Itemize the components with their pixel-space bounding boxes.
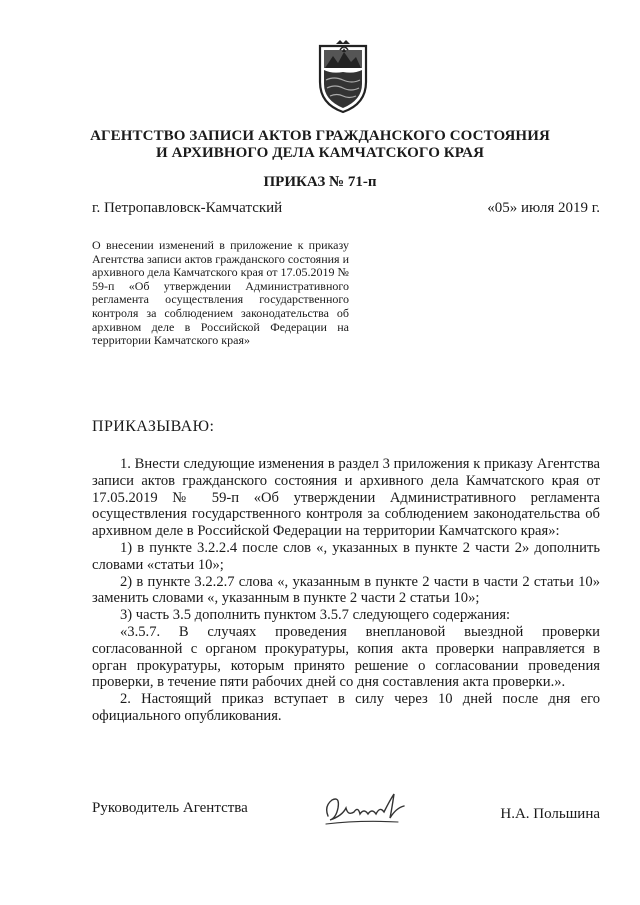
handwritten-signature-icon bbox=[320, 786, 420, 830]
order-title: ПРИКАЗ № 71-п bbox=[263, 174, 377, 190]
order-date: «05» июля 2019 г. bbox=[487, 200, 600, 216]
agency-name-line2: И АРХИВНОГО ДЕЛА КАМЧАТСКОГО КРАЯ bbox=[156, 145, 484, 161]
order-body bbox=[92, 456, 600, 725]
body-paragraph: 2. Настоящий приказ вступает в силу через 10 дней после дня его официального опубликования. bbox=[92, 691, 600, 724]
agency-name-line1: АГЕНТСТВО ЗАПИСИ АКТОВ ГРАЖДАНСКОГО СОСТОЯНИЯ bbox=[90, 128, 550, 144]
kamchatka-coat-of-arms-icon bbox=[316, 38, 370, 114]
body-paragraph: 2) в пункте 3.2.2.7 слова «, указанным в пункте 2 части в части 2 статьи 10» заменить словами «, указанным в пункте 2 части 2 статьи 10»; bbox=[92, 573, 600, 607]
agency-name bbox=[0, 128, 640, 162]
body-paragraph: 1. Внести следующие изменения в раздел 3 приложения к приказу Агентства записи актов гражданского состояния и архивного дела Камчатского края от 17.05.2019 № 59-п «Об утверждении Административного регламента осуществления государственного контроля за соблюдением законодательства об архивном деле в Российской Федерации на территории Камчатского края»: bbox=[92, 456, 600, 540]
body-paragraph: «3.5.7. В случаях проведения внеплановой выездной проверки согласованной с органом прокуратуры, копия акта проверки направляется в орган прокуратуры, которым принято решение о согласовании проведения проверки, в течение пяти рабочих дней со дня составления акта проверки.». bbox=[92, 623, 600, 691]
command-heading: ПРИКАЗЫВАЮ: bbox=[92, 418, 215, 435]
order-subject: О внесении изменений в приложение к приказу Агентства записи актов гражданского состояния и архивного дела Камчатского края от 17.05.2019 № 59-п «Об утверждении Административного регламента осуществления государственного контроля за соблюдением законодательства об архивном деле в Российской Федерации на территории Камчатского края» bbox=[92, 238, 349, 348]
signatory-name: Н.А. Польшина bbox=[500, 806, 600, 822]
city: г. Петропавловск-Камчатский bbox=[92, 200, 283, 216]
signatory-role: Руководитель Агентства bbox=[92, 800, 248, 816]
body-paragraph: 3) часть 3.5 дополнить пунктом 3.5.7 следующего содержания: bbox=[120, 607, 511, 624]
body-paragraph: 1) в пункте 3.2.2.4 после слов «, указанных в пункте 2 части 2» дополнить словами «статьи 10»; bbox=[92, 539, 600, 573]
